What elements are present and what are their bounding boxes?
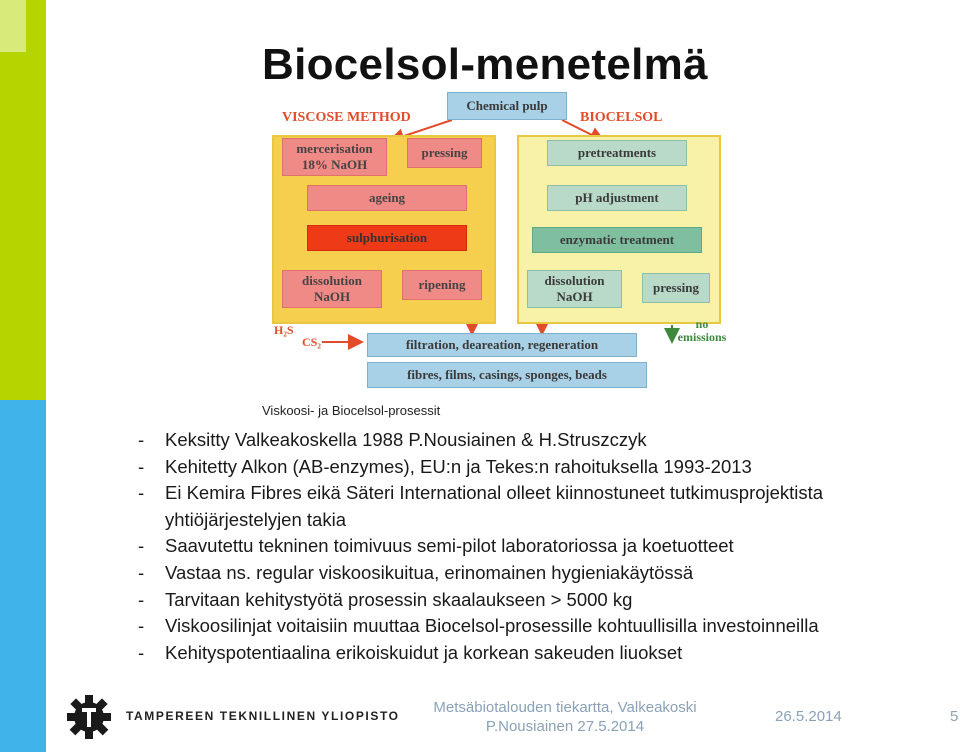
slide-title: Biocelsol-menetelmä — [262, 40, 708, 89]
pressing-left-box: pressing — [407, 138, 482, 168]
footer-author: P.Nousiainen 27.5.2014 — [485, 718, 645, 735]
page-number: 5 — [950, 708, 959, 725]
bullet-item: - Keksitty Valkeakoskella 1988 P.Nousiainen & H.Struszczyk — [138, 427, 953, 454]
bullet-list — [138, 427, 953, 666]
bullet-item: - Viskoosilinjat voitaisiin muuttaa Biocelsol-prosessille kohtuullisilla investoinneilla — [138, 613, 953, 640]
footer-center-text — [405, 698, 725, 736]
left-accent-bar-cap — [0, 0, 26, 52]
chemical-pulp-box: Chemical pulp — [447, 92, 567, 120]
bullet-item: - Ei Kemira Fibres eikä Säteri International olleet kiinnostuneet tutkimusprojektista yhtiöjärjestelyjen takia — [138, 480, 953, 533]
university-name: TAMPEREEN TEKNILLINEN YLIOPISTO — [126, 709, 400, 723]
ageing-box: ageing — [307, 185, 467, 211]
bullet-item: - Saavutettu tekninen toimivuus semi-pilot laboratoriossa ja koetuotteet — [138, 533, 953, 560]
dissolution-right-sub: NaOH — [556, 289, 593, 304]
biocelsol-heading: BIOCELSOL — [580, 110, 663, 125]
dissolution-left-sub: NaOH — [313, 289, 351, 304]
dissolution-left-box — [282, 270, 382, 308]
h2s-label: H₂S — [274, 323, 294, 337]
process-diagram — [262, 90, 732, 395]
gear-logo-icon — [64, 693, 114, 741]
filtration-box: filtration, deareation, regeneration — [367, 333, 637, 357]
pretreatments-box: pretreatments — [547, 140, 687, 166]
diagram-caption: Viskoosi- ja Biocelsol-prosessit — [262, 403, 441, 418]
left-accent-bar-lime — [0, 0, 46, 418]
cs2-label: CS₂ — [302, 335, 321, 349]
fibres-box: fibres, films, casings, sponges, beads — [367, 362, 647, 388]
mercerisation-box — [282, 138, 387, 176]
mercerisation-label: mercerisation — [296, 141, 373, 156]
viscose-method-heading: VISCOSE METHOD — [282, 110, 411, 125]
dissolution-left-label: dissolution — [302, 273, 362, 288]
left-accent-bar-blue — [0, 400, 46, 752]
mercerisation-sub: 18% NaOH — [301, 157, 368, 172]
enzymatic-treatment-box: enzymatic treatment — [532, 227, 702, 253]
dissolution-right-box — [527, 270, 622, 308]
pressing-right-box: pressing — [642, 273, 710, 303]
ripening-box: ripening — [402, 270, 482, 300]
dissolution-right-label: dissolution — [544, 273, 605, 288]
bullet-item: - Kehityspotentiaalina erikoiskuidut ja korkean sakeuden liuokset — [138, 640, 953, 667]
no-emissions-label — [674, 318, 730, 344]
footer-event: Metsäbiotalouden tiekartta, Valkeakoski — [433, 699, 697, 716]
bullet-item: - Kehitetty Alkon (AB-enzymes), EU:n ja Tekes:n rahoituksella 1993-2013 — [138, 454, 953, 481]
sulphurisation-box: sulphurisation — [307, 225, 467, 251]
bullet-item: - Vastaa ns. regular viskoosikuitua, erinomainen hygieniakäytössä — [138, 560, 953, 587]
bullet-item: - Tarvitaan kehitystyötä prosessin skaalaukseen > 5000 kg — [138, 587, 953, 614]
footer-date: 26.5.2014 — [775, 708, 842, 725]
no-emissions-line2: emissions — [677, 330, 727, 344]
ph-adjustment-box: pH adjustment — [547, 185, 687, 211]
no-emissions-line1: no — [695, 317, 709, 331]
